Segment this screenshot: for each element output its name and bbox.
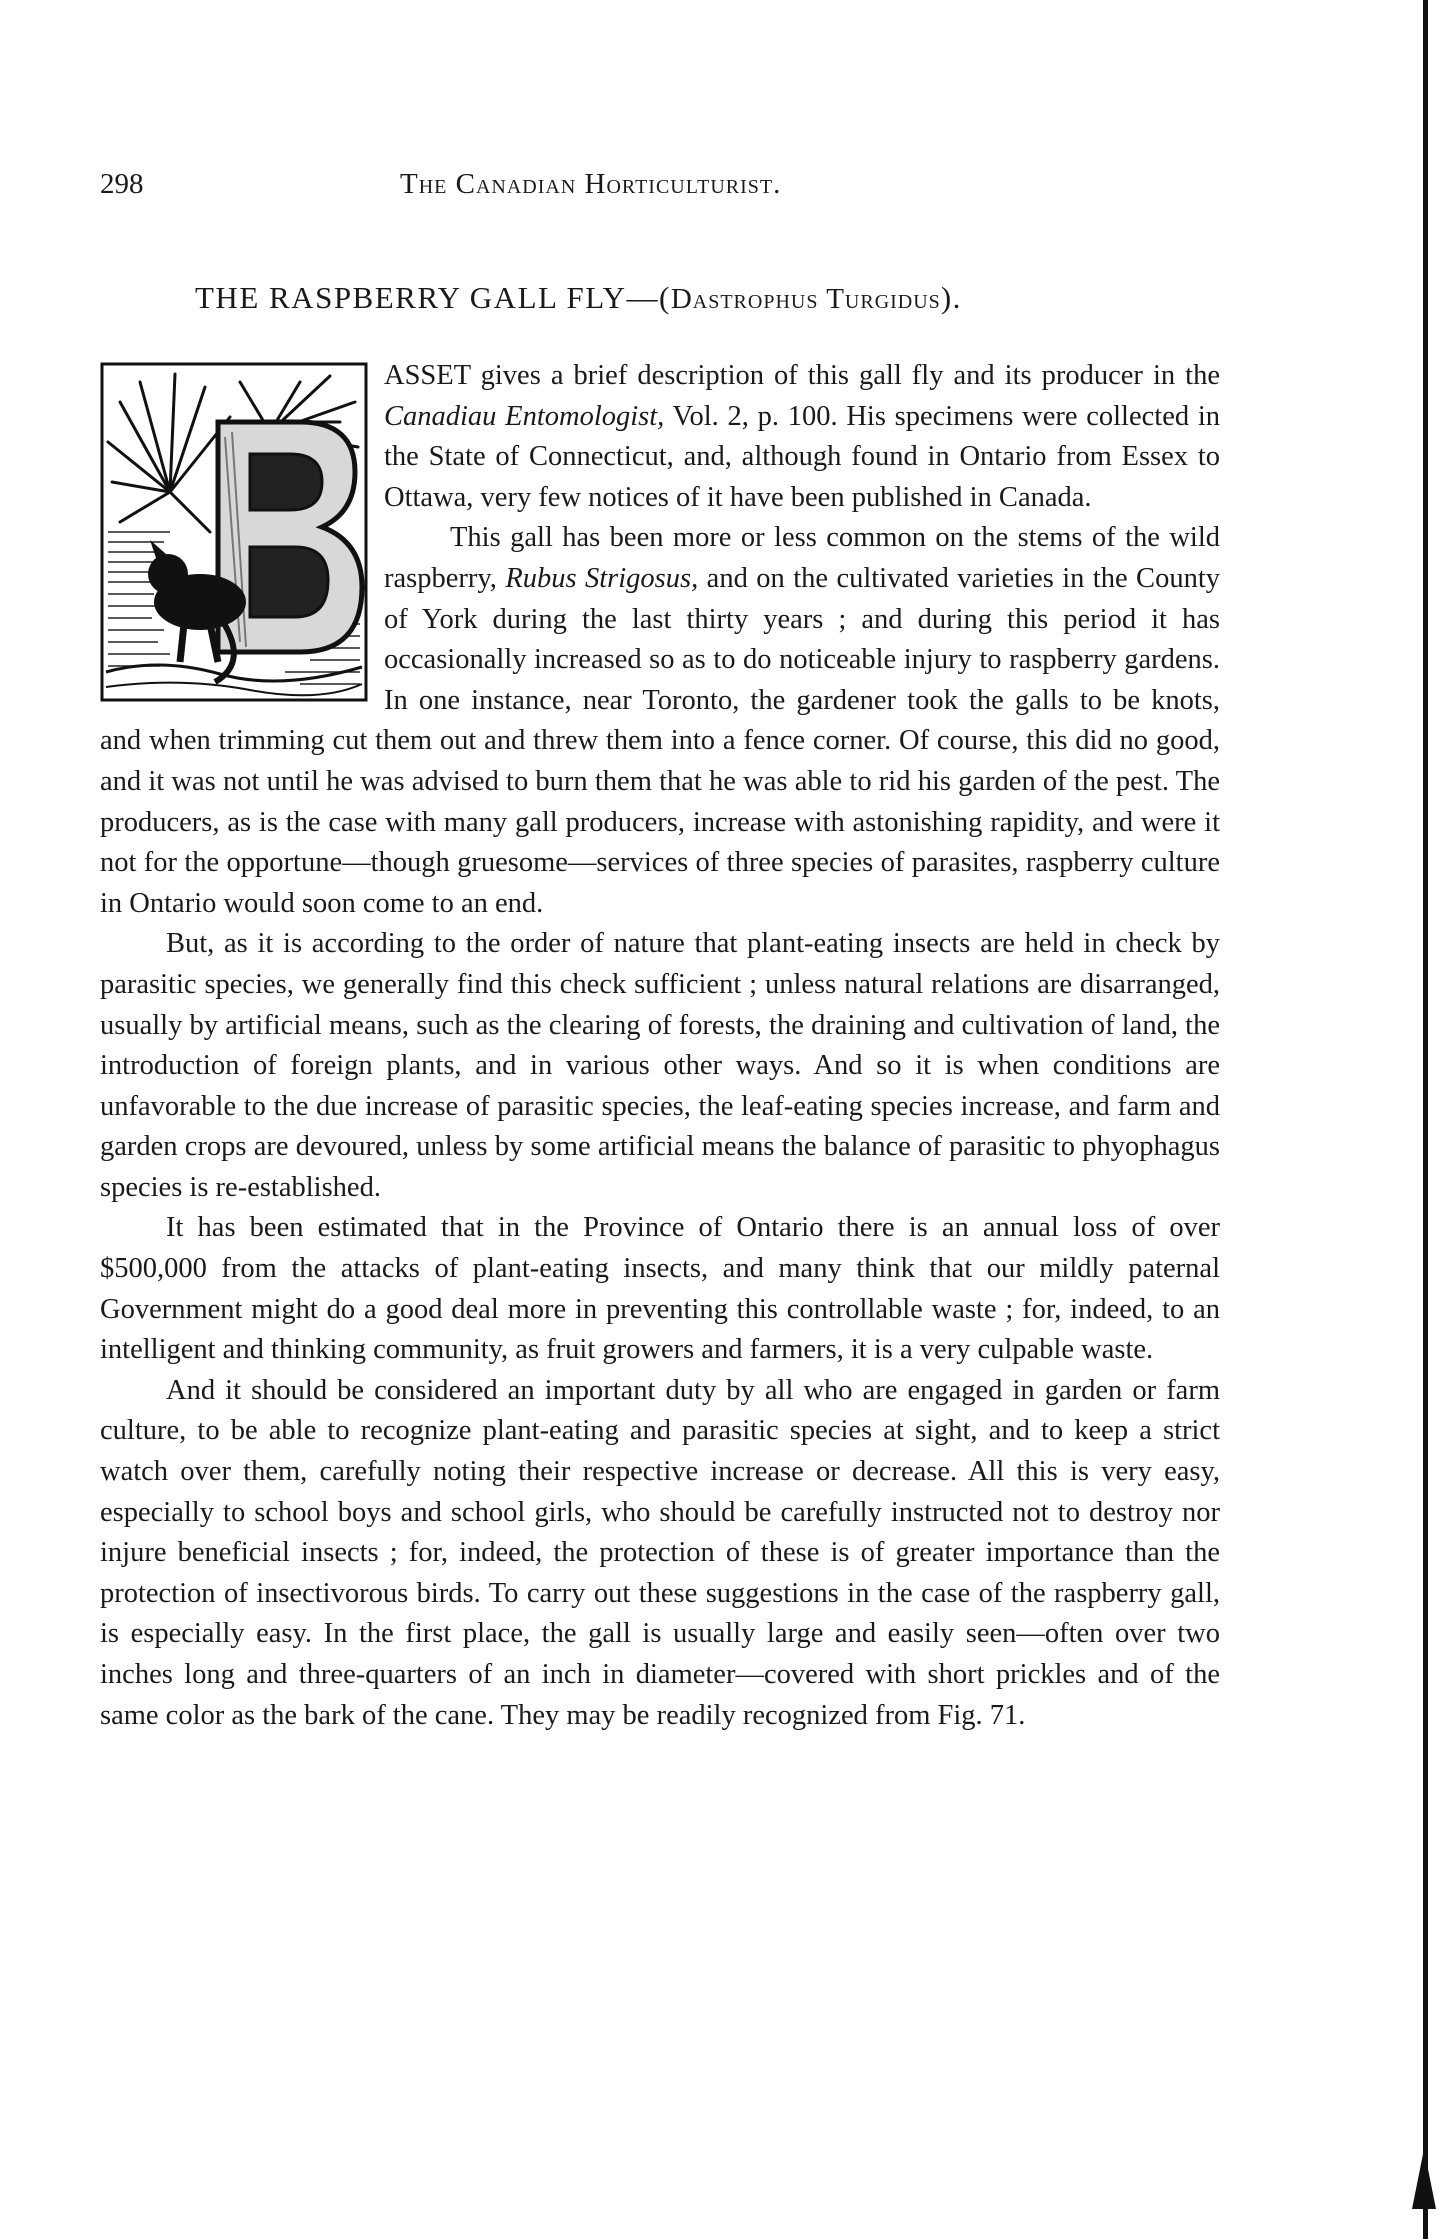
journal-title: The Canadian Horticulturist.	[400, 168, 782, 200]
article-body	[100, 356, 1220, 1736]
paragraph-4: It has been estimated that in the Province of Ontario there is an annual loss of over $500,000 from the attacks of plant-eating insects, and many think that our mildly paternal Government might do a good deal more in preventing this controllable waste ; for, indeed, to an intelligent and thinking community, as fruit growers and farmers, it is a very culpable waste.	[100, 1212, 1220, 1366]
running-head	[100, 168, 1220, 208]
title-species: Dastrophus Turgidus	[670, 283, 941, 315]
title-close: ).	[940, 280, 962, 315]
paragraph-1: ASSET gives a brief description of this gall fly and its producer in the Canadiau Entomologist, Vol. 2, p. 100. His specimens were collected in the State of Connecticut, and, although found in Ontario from Essex to Ottawa, very few notices of it have been published in Canada.	[384, 360, 1221, 513]
page-edge-shadow	[1423, 0, 1428, 2239]
title-main: THE RASPBERRY GALL FLY—(	[195, 280, 671, 315]
decorated-initial-plant-and-rodent-icon	[100, 362, 368, 702]
article-title	[195, 280, 1220, 316]
page	[100, 168, 1220, 1736]
paragraph-3: But, as it is according to the order of nature that plant-eating insects are held in check by parasitic species, we generally find this check sufficient ; unless natural relations are disarranged, usually by artificial means, such as the clearing of forests, the draining and cultivation of land, the introduction of foreign plants, and in various other ways. And so it is when conditions are unfavorable to the due increase of parasitic species, the leaf-eating species increase, and farm and garden crops are devoured, unless by some artificial means the balance of parasitic to phyophagus species is re-established.	[100, 928, 1220, 1203]
page-edge-mark	[1412, 2149, 1436, 2209]
paragraph-5: And it should be considered an important duty by all who are engaged in garden or farm culture, to be able to recognize plant-eating and parasitic species at sight, and to keep a strict watch over them, carefully noting their respective increase or decrease. All this is very easy, especially to school boys and school girls, who should be carefully instructed not to destroy nor injure beneficial insects ; for, indeed, the protection of these is of greater importance than the protection of insectivorous birds. To carry out these suggestions in the case of the raspberry gall, is especially easy. In the first place, the gall is usually large and easily seen—often over two inches long and three-quarters of an inch in diameter—covered with short prickles and of the same color as the bark of the cane. They may be readily recognized from Fig. 71.	[100, 1374, 1220, 1731]
page-number: 298	[100, 168, 144, 200]
paragraph-2: This gall has been more or less common on the stems of the wild raspberry, Rubus Strigosus, and on the cultivated varieties in the County of York during the last thirty years ; and during this period it has occasionally increased so as to do noticeable injury to raspberry gardens. In one instance, near Toronto, the gardener took the galls to be knots, and when trimming cut them out and threw them into a fence corner. Of course, this did no good, and it was not until he was advised to burn them that he was able to rid his garden of the pest. The producers, as is the case with many gall producers, increase with astonishing rapidity, and were it not for the opportune—though gruesome—services of three species of parasites, raspberry culture in Ontario would soon come to an end.	[100, 522, 1220, 919]
